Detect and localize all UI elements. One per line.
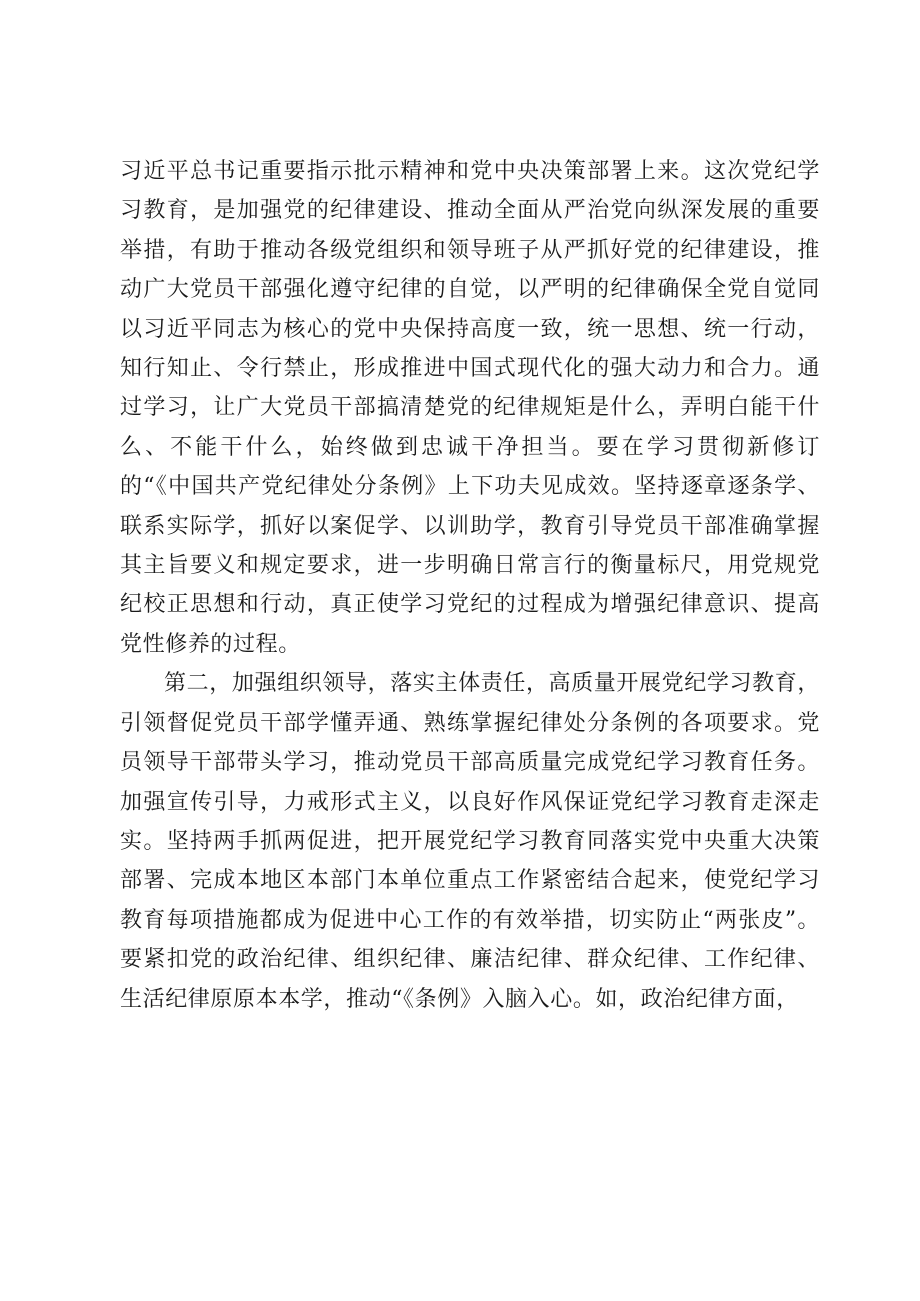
body-text (120, 152, 820, 1019)
paragraph-continuation: 习近平总书记重要指示批示精神和党中央决策部署上来。这次党纪学习教育，是加强党的纪律建设、推动全面从严治党向纵深发展的重要举措，有助于推动各级党组织和领导班子从严抓好党的纪律建设，推动广大党员干部强化遵守纪律的自觉，以严明的纪律确保全党自觉同以习近平同志为核心的党中央保持高度一致，统一思想、统一行动，知行知止、令行禁止，形成推进中国式现代化的强大动力和合力。通过学习，让广大党员干部搞清楚党的纪律规矩是什么，弄明白能干什么、不能干什么，始终做到忠诚干净担当。要在学习贯彻新修订的“《中国共产党纪律处分条例》上下功夫见成效。坚持逐章逐条学、联系实际学，抓好以案促学、以训助学，教育引导党员干部准确掌握其主旨要义和规定要求，进一步明确日常言行的衡量标尺，用党规党纪校正思想和行动，真正使学习党纪的过程成为增强纪律意识、提高党性修养的过程。 (120, 159, 820, 657)
paragraph-second: 第二，加强组织领导，落实主体责任，高质量开展党纪学习教育，引领督促党员干部学懂弄通、熟练掌握纪律处分条例的各项要求。党员领导干部带头学习，推动党员干部高质量完成党纪学习教育任务。加强宣传引导，力戒形式主义，以良好作风保证党纪学习教育走深走实。坚持两手抓两促进，把开展党纪学习教育同落实党中央重大决策部署、完成本地区本部门本单位重点工作紧密结合起来，使党纪学习教育每项措施都成为促进中心工作的有效举措，切实防止“两张皮”。要紧扣党的政治纪律、组织纪律、廉洁纪律、群众纪律、工作纪律、生活纪律原原本本学，推动“《条例》入脑入心。如，政治纪律方面， (120, 671, 820, 1012)
